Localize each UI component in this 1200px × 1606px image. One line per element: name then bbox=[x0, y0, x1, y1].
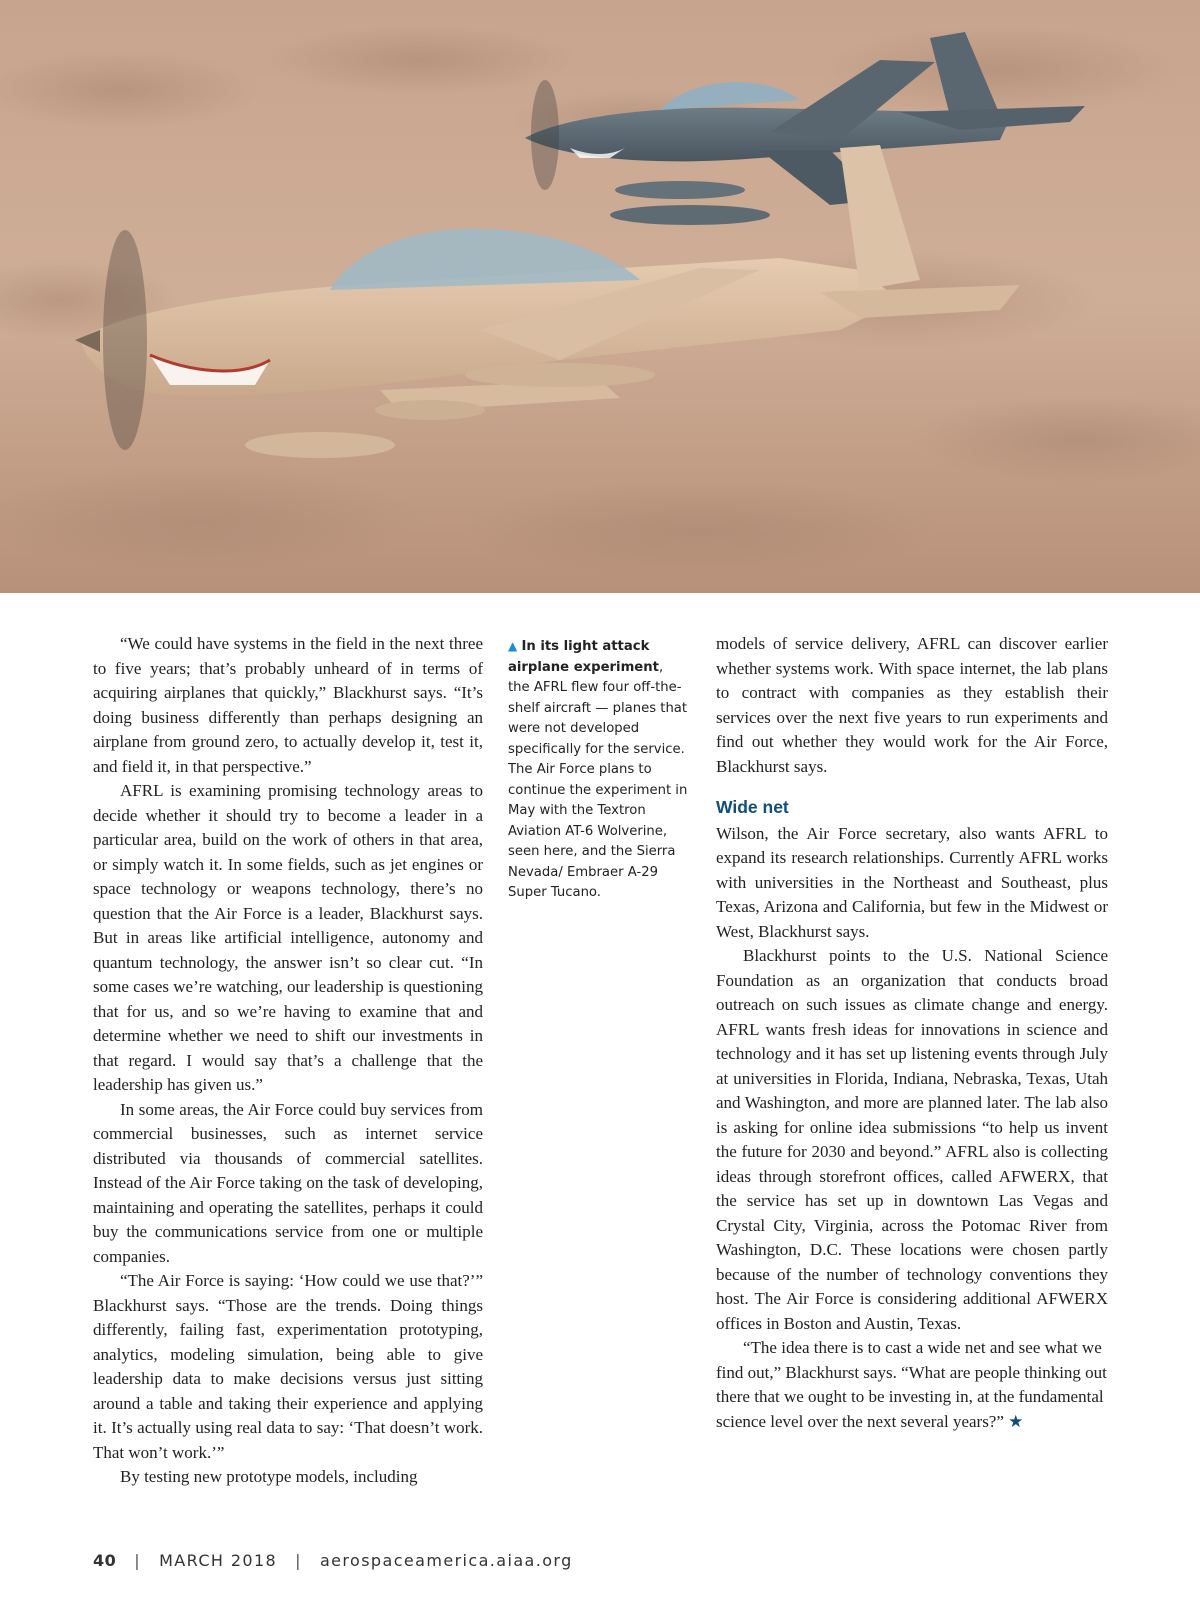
left-paragraph-2: AFRL is examining promising technology areas to decide whether it should try to become a leader in a particular area, build on the work of others in that area, or simply watch it. In some fields, such as jet engines or space technology or weapons technology, there’s no question that the Air Force is a leader, Blackhurst says. But in areas like artificial intelligence, autonomy and quantum technology, the answer isn’t so clear cut. “In some cases we’re watching, our leadership is questioning that for us, and so we’re having to examine that and determine whether we need to shift our investments in that regard. I would say that’s a challenge that the leadership has given us.” bbox=[93, 781, 483, 1094]
right-continuation: models of service delivery, AFRL can discover earlier whether systems work. With space internet, the lab plans to contract with companies as they establish their services over the next five years to run experiments and find out whether they would work for the Air Force, Blackhurst says. bbox=[716, 634, 1108, 776]
right-paragraph-3-text: “The idea there is to cast a wide net and see what we find out,” Blackhurst says. “What are people thinking out there that we ought to be investing in, at the fundamental science level over the next several years?” bbox=[716, 1338, 1107, 1431]
left-column bbox=[93, 632, 483, 1490]
page-footer bbox=[93, 1551, 573, 1570]
page-number: 40 bbox=[93, 1551, 117, 1570]
caption-triangle-icon: ▲ bbox=[508, 639, 518, 653]
left-paragraph-3: In some areas, the Air Force could buy services from commercial businesses, such as internet service distributed via thousands of commercial satellites. Instead of the Air Force taking on the task of developing, maintaining and operating the satellites, perhaps it could buy the communications service from one or multiple companies. bbox=[93, 1099, 483, 1266]
left-paragraph-1: “We could have systems in the field in the next three to five years; that’s probably unheard of in terms of acquiring airplanes that quickly,” Blackhurst says. “It’s doing business differently than perhaps designing an airplane from ground zero, to actually develop it, test it, and field it, in that perspective.” bbox=[93, 634, 483, 776]
section-heading: Wide net bbox=[716, 797, 789, 817]
caption-lead: In its light attack airplane experiment bbox=[508, 639, 659, 675]
caption-body: , the AFRL flew four off-the-shelf aircraft — planes that were not developed specifically for the service. The Air Force plans to continue the experiment in May with the Textron Aviation AT-6 Wolverine, seen here, and the Sierra Nevada/ Embraer A-29 Super Tucano. bbox=[508, 659, 688, 900]
aircraft-photo bbox=[0, 0, 1200, 593]
end-star-icon: ★ bbox=[1008, 1411, 1024, 1431]
right-paragraph-2: Blackhurst points to the U.S. National Science Foundation as an organization that conducts broad outreach on such issues as climate change and energy. AFRL wants fresh ideas for innovations in science and technology and it has set up listening events through July at universities in Florida, Indiana, Nebraska, Texas, Utah and Washington, and more are planned later. The lab also is asking for online idea submissions “to help us invent the future for 2030 and beyond.” AFRL also is collecting ideas through storefront offices, called AFWERX, that the service has set up in downtown Las Vegas and Crystal City, Virginia, across the Potomac River from Washington, D.C. These locations were chosen partly because of the number of technology conventions they host. The Air Force is considering additional AFWERX offices in Boston and Austin, Texas. bbox=[716, 946, 1108, 1333]
right-paragraph-3 bbox=[716, 1336, 1108, 1434]
footer-divider: | bbox=[134, 1551, 142, 1570]
issue-date: MARCH 2018 bbox=[159, 1551, 278, 1570]
photo-caption bbox=[508, 636, 688, 904]
right-paragraph-1: Wilson, the Air Force secretary, also wants AFRL to expand its research relationships. Currently AFRL works with universities in the Northeast and Southeast, plus Texas, Arizona and California, but few in the Midwest or West, Blackhurst says. bbox=[716, 823, 1108, 941]
left-paragraph-4: “The Air Force is saying: ‘How could we use that?’” Blackhurst says. “Those are the trends. Doing things differently, failing fast, experimentation prototyping, analytics, modeling simulation, being able to give leadership data to make decisions versus just sitting around a table and taking their experience and applying it. It’s actually using real data to say: ‘That doesn’t work. That won’t work.’” bbox=[93, 1271, 483, 1462]
left-paragraph-5: By testing new prototype models, including bbox=[120, 1467, 418, 1486]
aircraft-photo-svg bbox=[0, 0, 1200, 593]
right-column bbox=[716, 632, 1108, 1434]
site-url[interactable]: aerospaceamerica.aiaa.org bbox=[319, 1551, 573, 1570]
footer-divider-2: | bbox=[295, 1551, 302, 1570]
